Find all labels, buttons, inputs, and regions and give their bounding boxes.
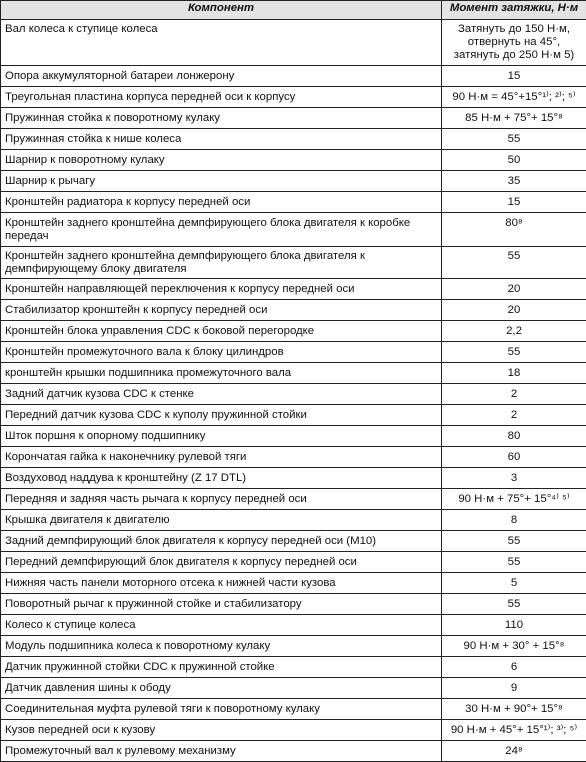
table-row: [1, 247, 586, 279]
component-cell: Крышка двигателя к двигателю: [1, 510, 442, 531]
table-row: [1, 468, 586, 489]
component-cell: Соединительная муфта рулевой тяги к поворотному кулаку: [1, 699, 442, 720]
torque-cell: 55: [442, 342, 586, 363]
torque-cell: 55: [442, 552, 586, 573]
component-cell: Задний датчик кузова CDC к стенке: [1, 384, 442, 405]
component-cell: кронштейн крышки подшипника промежуточного вала: [1, 363, 442, 384]
component-cell: Треугольная пластина корпуса передней оси к корпусу: [1, 87, 442, 108]
table-row: [1, 510, 586, 531]
component-cell: Кронштейн блока управления CDC к боковой перегородке: [1, 321, 442, 342]
table-row: [1, 552, 586, 573]
torque-cell: 60: [442, 447, 586, 468]
table-row: [1, 573, 586, 594]
torque-cell: 55: [442, 531, 586, 552]
table-row: [1, 741, 586, 762]
component-cell: Стабилизатор кронштейн к корпусу передней оси: [1, 300, 442, 321]
torque-cell: 80: [442, 426, 586, 447]
table-row: [1, 150, 586, 171]
component-cell: Поворотный рычаг к пружинной стойке и стабилизатору: [1, 594, 442, 615]
component-cell: Кронштейн заднего кронштейна демпфирующего блока двигателя к коробке передач: [1, 213, 442, 247]
table-row: [1, 192, 586, 213]
table-row: [1, 363, 586, 384]
table-row: [1, 699, 586, 720]
torque-cell: 15: [442, 66, 586, 87]
table-row: [1, 447, 586, 468]
table-row: [1, 213, 586, 247]
torque-cell: 18: [442, 363, 586, 384]
table-row: [1, 171, 586, 192]
component-cell: Модуль подшипника колеса к поворотному кулаку: [1, 636, 442, 657]
component-cell: Шток поршня к опорному подшипнику: [1, 426, 442, 447]
component-cell: Кронштейн заднего кронштейна демпфирующего блока двигателя к демпфирующему блоку двигателя: [1, 247, 442, 279]
torque-cell: 6: [442, 657, 586, 678]
component-cell: Кронштейн направляющей переключения к корпусу передней оси: [1, 279, 442, 300]
component-cell: Нижняя часть панели моторного отсека к нижней части кузова: [1, 573, 442, 594]
torque-cell: 90 Н·м + 30° + 15°⁸: [442, 636, 586, 657]
component-cell: Кронштейн промежуточного вала к блоку цилиндров: [1, 342, 442, 363]
torque-cell: 2,2: [442, 321, 586, 342]
table-row: [1, 87, 586, 108]
component-cell: Передний демпфирующий блок двигателя к корпусу передней оси: [1, 552, 442, 573]
table-row: [1, 384, 586, 405]
table-header-row: [1, 1, 586, 20]
component-cell: Шарнир к рычагу: [1, 171, 442, 192]
torque-cell: 90 Н·м = 45°+15°¹⁾; ²⁾; ⁵⁾: [442, 87, 586, 108]
torque-cell: 2: [442, 384, 586, 405]
torque-cell: 20: [442, 279, 586, 300]
torque-cell: 55: [442, 247, 586, 279]
table-row: [1, 426, 586, 447]
table-row: [1, 300, 586, 321]
torque-cell: Затянуть до 150 Н·м, отвернуть на 45°, затянуть до 250 Н·м 5): [442, 20, 586, 66]
torque-cell: 50: [442, 150, 586, 171]
torque-cell: 20: [442, 300, 586, 321]
component-cell: Колесо к ступице колеса: [1, 615, 442, 636]
torque-cell: 90 Н·м + 45°+ 15°¹⁾; ³⁾; ⁵⁾: [442, 720, 586, 741]
torque-cell: 30 Н·м + 90°+ 15°⁸: [442, 699, 586, 720]
torque-cell: 85 Н·м + 75°+ 15°⁸: [442, 108, 586, 129]
table-row: [1, 594, 586, 615]
torque-cell: 9: [442, 678, 586, 699]
component-cell: Датчик пружинной стойки CDC к пружинной стойке: [1, 657, 442, 678]
component-cell: Корончатая гайка к наконечнику рулевой тяги: [1, 447, 442, 468]
torque-cell: 55: [442, 129, 586, 150]
torque-cell: 90 Н·м + 75°+ 15°⁴⁾ ⁵⁾: [442, 489, 586, 510]
table-row: [1, 405, 586, 426]
torque-cell: 35: [442, 171, 586, 192]
table-row: [1, 321, 586, 342]
table-row: [1, 678, 586, 699]
component-cell: Шарнир к поворотному кулаку: [1, 150, 442, 171]
component-cell: Пружинная стойка к нише колеса: [1, 129, 442, 150]
component-cell: Опора аккумуляторной батареи лонжерону: [1, 66, 442, 87]
component-cell: Датчик давления шины к ободу: [1, 678, 442, 699]
torque-cell: 3: [442, 468, 586, 489]
table-body: [1, 20, 586, 762]
component-cell: Передний датчик кузова CDC к куполу пружинной стойки: [1, 405, 442, 426]
table-row: [1, 108, 586, 129]
component-cell: Передняя и задняя часть рычага к корпусу передней оси: [1, 489, 442, 510]
torque-cell: 2: [442, 405, 586, 426]
component-cell: Кузов передней оси к кузову: [1, 720, 442, 741]
component-cell: Пружинная стойка к поворотному кулаку: [1, 108, 442, 129]
table-row: [1, 489, 586, 510]
table-row: [1, 531, 586, 552]
component-cell: Воздуховод наддува к кронштейну (Z 17 DTL): [1, 468, 442, 489]
table-row: [1, 615, 586, 636]
table-row: [1, 279, 586, 300]
component-cell: Вал колеса к ступице колеса: [1, 20, 442, 66]
component-cell: Кронштейн радиатора к корпусу передней оси: [1, 192, 442, 213]
table-row: [1, 657, 586, 678]
table-row: [1, 20, 586, 66]
torque-cell: 110: [442, 615, 586, 636]
torque-cell: 80⁸: [442, 213, 586, 247]
column-header-torque: Момент затяжки, Н·м: [442, 1, 586, 20]
torque-cell: 8: [442, 510, 586, 531]
table-row: [1, 342, 586, 363]
torque-cell: 5: [442, 573, 586, 594]
torque-cell: 24⁸: [442, 741, 586, 762]
table-row: [1, 636, 586, 657]
column-header-component: Компонент: [1, 1, 442, 20]
table-row: [1, 66, 586, 87]
table-row: [1, 129, 586, 150]
torque-cell: 55: [442, 594, 586, 615]
torque-cell: 15: [442, 192, 586, 213]
table-row: [1, 720, 586, 741]
component-cell: Промежуточный вал к рулевому механизму: [1, 741, 442, 762]
component-cell: Задний демпфирующий блок двигателя к корпусу передней оси (M10): [1, 531, 442, 552]
